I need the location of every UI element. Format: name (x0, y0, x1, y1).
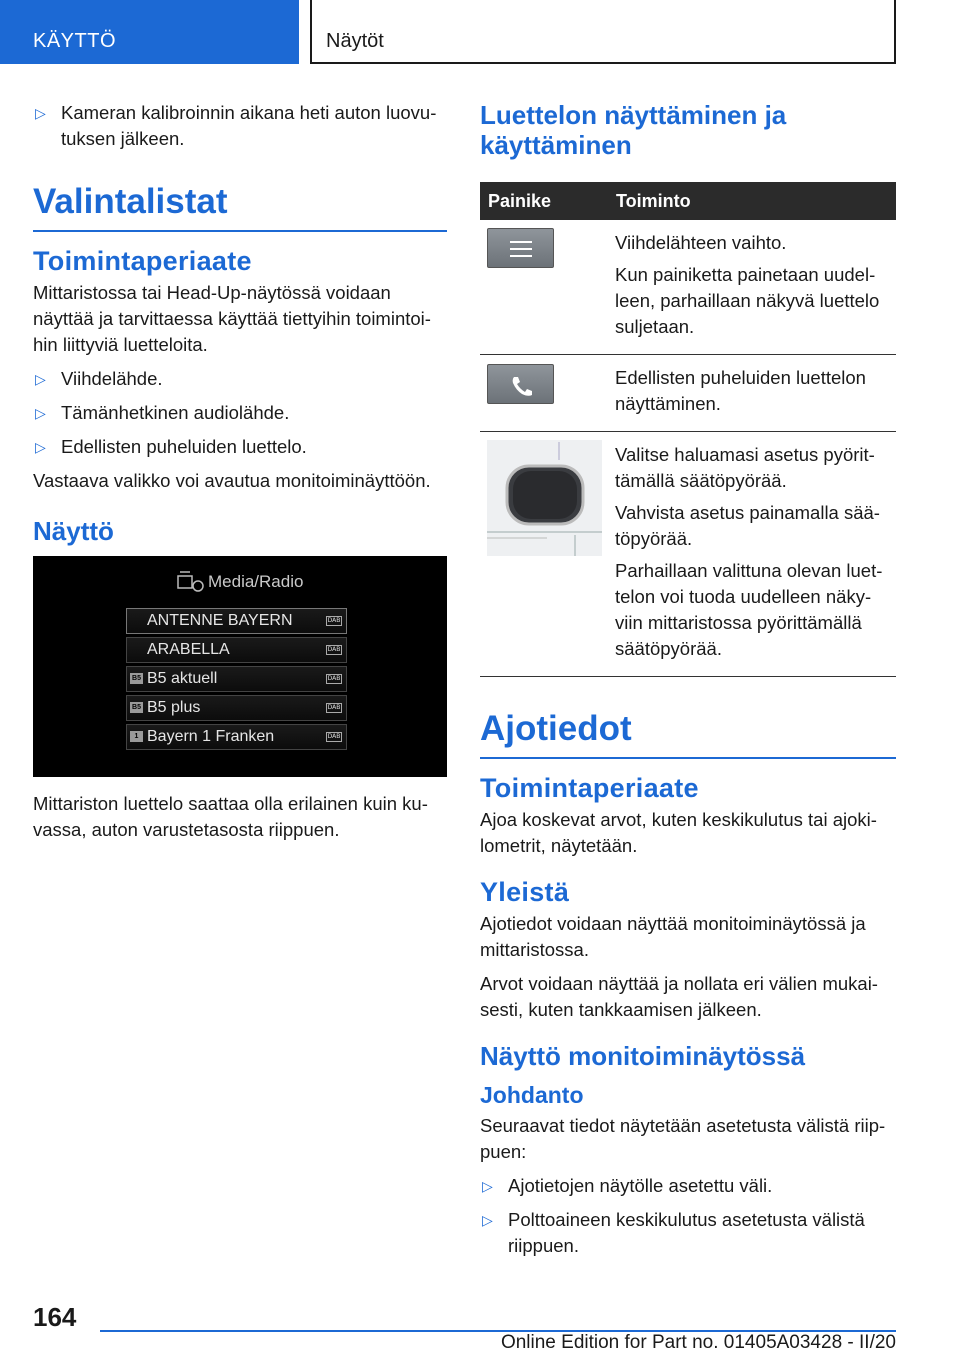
column-header-function: Toiminto (616, 191, 691, 211)
heading-johdanto: Johdanto (480, 1082, 584, 1108)
image-caption: Mittariston luettelo saattaa olla erilainen kuin ku-vassa, auton varustetasosta riippuen. (33, 793, 428, 840)
bullet-item: ▷ Ajotietojen näytölle asetettu väli. (480, 1173, 896, 1199)
heading-toimintaperiaate: Toimintaperiaate (33, 246, 252, 276)
list-item: B5 B5 aktuell DAB (126, 666, 347, 692)
list-item: 1 Bayern 1 Franken DAB (126, 724, 347, 750)
triangle-bullet-icon: ▷ (35, 371, 46, 387)
thumbwheel-icon (487, 440, 602, 556)
heading-luettelon-nayttaminen: Luettelon näyttäminen ja käyttäminen (480, 100, 787, 160)
page-number: 164 (33, 1302, 77, 1332)
column-header-button: Painike (488, 191, 552, 211)
bullet-item: ▷ Polttoaineen keskikulutus asetetusta välistä riippuen. (482, 1209, 865, 1256)
phone-icon (487, 364, 554, 404)
dab-badge: DAB (327, 733, 341, 740)
section-title: KÄYTTÖ (33, 30, 117, 52)
table-row: Viihdelähteen vaihto. Kun painiketta painetaan uudel-leen, parhaillaan näkyvä luettelo suljetaan. (480, 220, 896, 355)
paragraph: Ajoa koskevat arvot, kuten keskikulutus tai ajoki-lometrit, näytetään. (480, 809, 877, 856)
list-item: ANTENNE BAYERN DAB (126, 608, 347, 634)
media-radio-icon (176, 570, 206, 594)
bullet-item: ▷ Edellisten puheluiden luettelo. (33, 434, 447, 460)
paragraph: Seuraavat tiedot näytetään asetetusta välistä riip-puen: (480, 1115, 886, 1162)
list-item: B5 B5 plus DAB (126, 695, 347, 721)
cluster-list-screenshot (33, 556, 447, 777)
dab-badge: DAB (327, 617, 341, 624)
table-row: Valitse haluamasi asetus pyörit-tämällä säätöpyörää. Vahvista asetus painamalla sää-töpyörää. Parhaillaan valittuna olevan luet-telon voi tuoda uudelleen näky-viin mittaristossa pyörittämällä säätöpyörää. (480, 432, 896, 677)
paragraph: Ajotiedot voidaan näyttää monitoiminäytössä ja mittaristossa. (480, 913, 866, 960)
bullet-item: ▷ Viihdelähde. (33, 366, 447, 392)
triangle-bullet-icon: ▷ (35, 105, 46, 121)
edition-note: Online Edition for Part no. 01405A03428 - II/20 (500, 1332, 896, 1353)
right-column (480, 100, 896, 1267)
dab-badge: DAB (327, 675, 341, 682)
table-header (480, 182, 896, 220)
table-row: Edellisten puheluiden luettelon näyttäminen. (480, 355, 896, 432)
heading-toimintaperiaate: Toimintaperiaate (480, 773, 699, 803)
heading-ajotiedot: Ajotiedot (480, 707, 896, 759)
list-item: ARABELLA DAB (126, 637, 347, 663)
heading-yleista: Yleistä (480, 877, 570, 907)
heading-naytto-monitoiminaytossa: Näyttö monitoiminäytössä (480, 1041, 806, 1071)
chapter-tab (310, 0, 896, 64)
dab-badge: DAB (327, 704, 341, 711)
list-icon (487, 228, 554, 268)
triangle-bullet-icon: ▷ (482, 1212, 493, 1228)
heading-valintalistat: Valintalistat (33, 180, 447, 232)
paragraph: Arvot voidaan näyttää ja nollata eri välien mukai-sesti, kuten tankkaamisen jälkeen. (480, 973, 878, 1020)
station-logo-icon: B5 (130, 673, 143, 684)
bullet-item: ▷ Tämänhetkinen audiolähde. (33, 400, 447, 426)
triangle-bullet-icon: ▷ (35, 439, 46, 455)
chapter-title: Näytöt (326, 30, 384, 52)
dab-badge: DAB (327, 646, 341, 653)
bullet-item: ▷ Kameran kalibroinnin aikana heti auton luovu-tuksen jälkeen. (35, 102, 437, 149)
paragraph: Vastaava valikko voi avautua monitoiminäyttöön. (33, 470, 431, 491)
left-column (33, 100, 447, 851)
screen-title: Media/Radio (208, 572, 304, 591)
heading-naytto: Näyttö (33, 516, 114, 546)
button-function-table (480, 182, 896, 677)
paragraph: Mittaristossa tai Head-Up-näytössä voidaan näyttää ja tarvittaessa käyttää tiettyihin toimintoi-hin liittyviä luetteloita. (33, 282, 431, 355)
triangle-bullet-icon: ▷ (35, 405, 46, 421)
station-logo-icon: B5 (130, 702, 143, 713)
section-tab (0, 0, 299, 64)
triangle-bullet-icon: ▷ (482, 1178, 493, 1194)
station-logo-icon: 1 (130, 731, 143, 742)
